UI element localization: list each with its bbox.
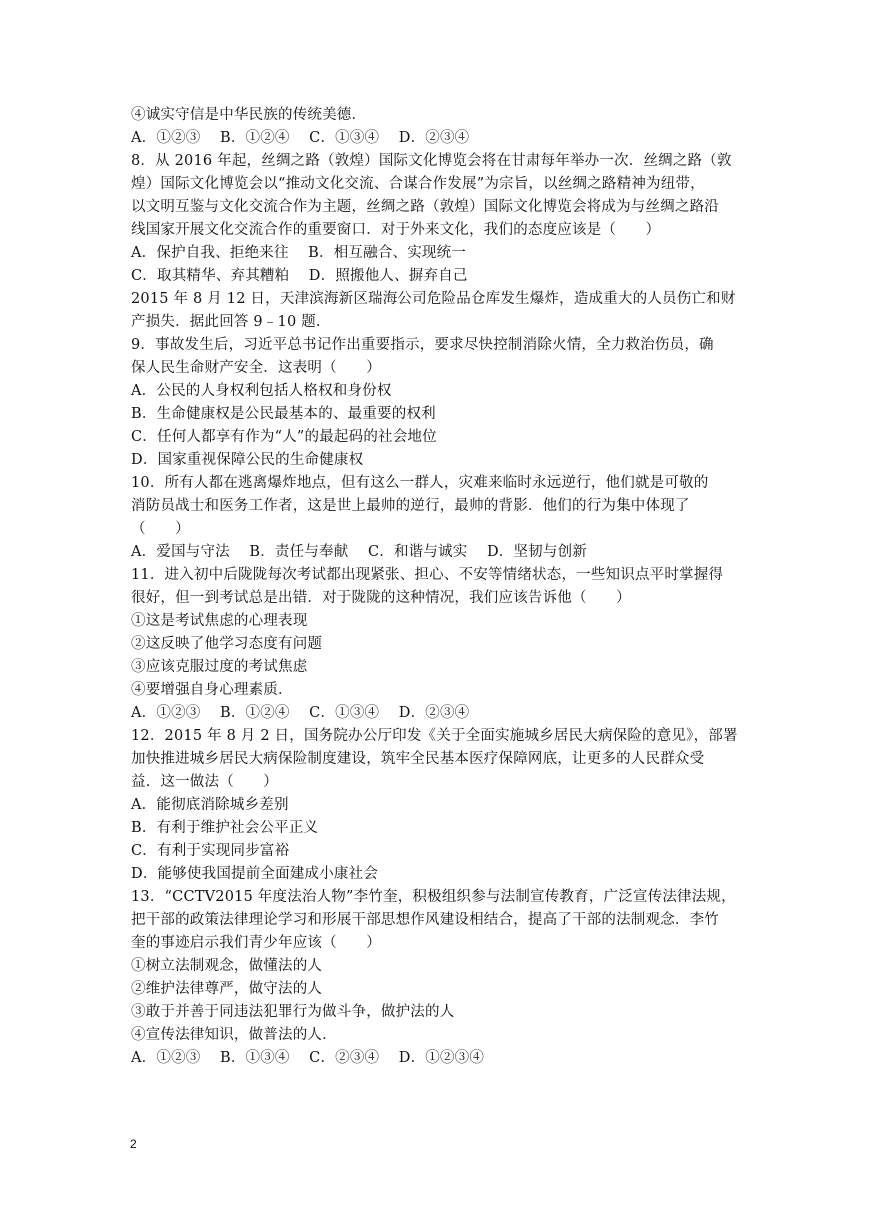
- text-line: 线国家开展文化交流合作的重要窗口．对于外来文化，我们的态度应该是（ ）: [131, 222, 661, 238]
- text-line: ③应该克服过度的考试焦虑: [131, 659, 308, 675]
- text-line: 11．进入初中后陇陇每次考试都出现紧张、担心、不安等情绪状态，一些知识点平时掌握得: [131, 567, 724, 583]
- text-line: A．能彻底消除城乡差别: [131, 797, 289, 813]
- text-line: A．①②③ B．①③④ C．②③④ D．①②③④: [131, 1050, 485, 1066]
- text-line: 把干部的政策法律理论学习和形展干部思想作风建设相结合，提高了干部的法制观念．李竹: [131, 912, 719, 928]
- text-line: 2015 年 8 月 12 日，天津滨海新区瑞海公司危险品仓库发生爆炸，造成重大的人员伤亡和财: [131, 291, 736, 307]
- text-line: C．取其精华、弃其糟粕 D．照搬他人、摒弃自己: [131, 268, 468, 284]
- text-line: A．爱国与守法 B．责任与奉献 C．和谐与诚实 D．坚韧与创新: [131, 544, 587, 560]
- text-line: （ ）: [131, 521, 190, 537]
- text-line: A．①②③ B．①②④ C．①③④ D．②③④: [131, 705, 470, 721]
- text-line: 很好，但一到考试总是出错．对于陇陇的这种情况，我们应该告诉他（ ）: [131, 590, 631, 606]
- text-line: C．任何人都享有作为“人”的最起码的社会地位: [131, 429, 437, 445]
- text-line: 9．事故发生后，习近平总书记作出重要指示，要求尽快控制消除火情，全力救治伤员，确: [131, 337, 714, 353]
- text-line: 13．“CCTV2015 年度法治人物”李竹奎，积极组织参与法制宣传教育，广泛宣传法律法规，: [131, 889, 736, 905]
- text-line: ①这是考试焦虑的心理表现: [131, 613, 308, 629]
- text-line: 奎的事迹启示我们青少年应该（ ）: [131, 935, 381, 951]
- text-line: 加快推进城乡居民大病保险制度建设，筑牢全民基本医疗保障网底，让更多的人民群众受: [131, 751, 705, 767]
- text-line: 益．这一做法（ ）: [131, 774, 278, 790]
- text-line: D．能够使我国提前全面建成小康社会: [131, 866, 379, 882]
- text-line: ④要增强自身心理素质．: [131, 682, 293, 698]
- text-line: ①树立法制观念，做懂法的人: [131, 958, 323, 974]
- page-number: 2: [130, 1137, 137, 1151]
- text-line: ④宣传法律知识，做普法的人．: [131, 1027, 337, 1043]
- text-line: A．保护自我、拒绝来往 B．相互融合、实现统一: [131, 245, 467, 261]
- text-line: D．国家重视保障公民的生命健康权: [131, 452, 364, 468]
- text-line: 10．所有人都在逃离爆炸地点，但有这么一群人，灾难来临时永远逆行，他们就是可敬的: [131, 475, 709, 491]
- text-line: B．有利于维护社会公平正义: [131, 820, 319, 836]
- text-line: ④诚实守信是中华民族的传统美德．: [131, 107, 367, 123]
- text-line: 产损失．据此回答 9﹣10 题．: [131, 314, 331, 330]
- text-line: 保人民生命财产安全．这表明（ ）: [131, 360, 381, 376]
- text-line: 煌）国际文化博览会以“推动文化交流、合谋合作发展”为宗旨，以丝绸之路精神为纽带，: [131, 176, 705, 192]
- text-line: C．有利于实现同步富裕: [131, 843, 290, 859]
- text-line: 以文明互鉴与文化交流合作为主题，丝绸之路（敦煌）国际文化博览会将成为与丝绸之路沿: [131, 199, 719, 215]
- text-line: ③敢于并善于同违法犯罪行为做斗争，做护法的人: [131, 1004, 455, 1020]
- text-line: 12．2015 年 8 月 2 日，国务院办公厅印发《关于全面实施城乡居民大病保险的意见》，部署: [131, 728, 738, 744]
- text-line: 消防员战士和医务工作者，这是世上最帅的逆行，最帅的背影．他们的行为集中体现了: [131, 498, 690, 514]
- text-line: 8．从 2016 年起，丝绸之路（敦煌）国际文化博览会将在甘肃每年举办一次．丝绸之路（敦: [131, 153, 732, 169]
- text-line: ②这反映了他学习态度有问题: [131, 636, 323, 652]
- text-line: ②维护法律尊严，做守法的人: [131, 981, 323, 997]
- text-line: A．公民的人身权利包括人格权和身份权: [131, 383, 392, 399]
- text-line: B．生命健康权是公民最基本的、最重要的权利: [131, 406, 436, 422]
- text-line: A．①②③ B．①②④ C．①③④ D．②③④: [131, 130, 470, 146]
- question-text-block: [131, 104, 741, 1070]
